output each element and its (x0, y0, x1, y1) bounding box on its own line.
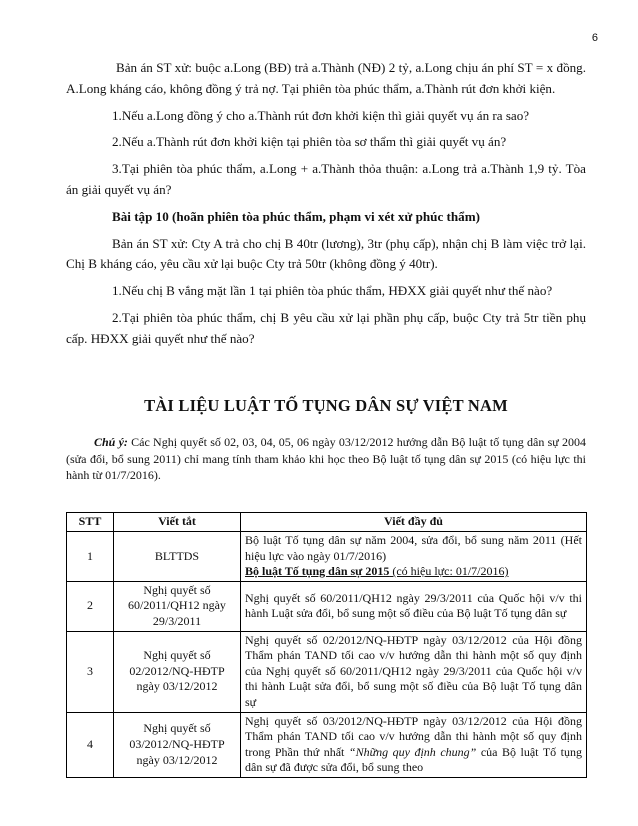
row-stt: 4 (67, 712, 114, 777)
header-stt: STT (67, 513, 114, 532)
row-full: Nghị quyết số 02/2012/NQ-HĐTP ngày 03/12/2012 của Hội đồng Thẩm phán TAND tối cao v/v hướng dẫn thi hành một số quy định của Nghị quyết số 60/2011/QH12 ngày 29/3/2011 của Quốc hội v/v thi hành Luật sửa đổi, bổ sung một số điều của Bộ luật Tố tụng dân sự (241, 631, 587, 712)
row-short: Nghị quyết số 03/2012/NQ-HĐTP ngày 03/12/2012 (114, 712, 241, 777)
note-block (66, 434, 586, 484)
row-stt: 2 (67, 581, 114, 631)
header-short: Viết tắt (114, 513, 241, 532)
row-full-bold: Bộ luật Tố tụng dân sự 2015 (245, 564, 390, 579)
table-header-row (67, 513, 587, 532)
row-full-italic: “Những quy định chung” (348, 744, 477, 759)
abbreviation-table (66, 512, 587, 778)
row-full (241, 532, 587, 582)
row-full-effective: (có hiệu lực: 01/7/2016) (389, 564, 509, 579)
question-2: 2.Nếu a.Thành rút đơn khởi kiện tại phiên tòa sơ thẩm thì giải quyết vụ án? (112, 134, 507, 150)
question-1: 1.Nếu a.Long đồng ý cho a.Thành rút đơn khởi kiện thì giải quyết vụ án ra sao? (112, 107, 530, 123)
table-row (67, 581, 587, 631)
row-short: Nghị quyết số 02/2012/NQ-HĐTP ngày 03/12/2012 (114, 631, 241, 712)
section-title: TÀI LIỆU LUẬT TỐ TỤNG DÂN SỰ VIỆT NAM (144, 396, 508, 415)
page-number: 6 (591, 32, 598, 44)
exercise-10-question-1: 1.Nếu chị B vắng mặt lần 1 tại phiên tòa phúc thẩm, HĐXX giải quyết như thế nào? (112, 283, 553, 299)
row-stt: 3 (67, 631, 114, 712)
row-full-tail: của Bộ luật Tố tụng dân sự đã được sửa đổi, bổ sung theo (245, 744, 582, 775)
note-label: Chú ý: (94, 435, 128, 449)
row-full (241, 712, 587, 777)
case-facts-paragraph: Bản án ST xử: buộc a.Long (BĐ) trả a.Thành (NĐ) 2 tỷ, a.Long chịu án phí ST = x đồng. A.Long kháng cáo, không đồng ý trả nợ. Tại phiên tòa phúc thẩm, a.Thành rút đơn khởi kiện. (66, 60, 586, 96)
row-short: Nghị quyết số 60/2011/QH12 ngày 29/3/2011 (114, 581, 241, 631)
table-row (67, 532, 587, 582)
table-row (67, 712, 587, 777)
exercise-10-title: Bài tập 10 (hoãn phiên tòa phúc thẩm, phạm vi xét xử phúc thẩm) (112, 208, 480, 224)
row-short: BLTTDS (114, 532, 241, 582)
row-stt: 1 (67, 532, 114, 582)
exercise-10-facts: Bản án ST xử: Cty A trả cho chị B 40tr (lương), 3tr (phụ cấp), nhận chị B làm việc trở lại. Chị B kháng cáo, yêu cầu xử lại buộc Cty trả 50tr (không đồng ý 40tr). (66, 235, 586, 272)
exercise-section (66, 58, 586, 356)
table-row (67, 631, 587, 712)
exercise-10-question-2: 2.Tại phiên tòa phúc thẩm, chị B yêu cầu xử lại phần phụ cấp, buộc Cty trả 5tr tiền phụ cấp. HĐXX giải quyết như thế nào? (66, 309, 586, 346)
row-full-text: Nghị quyết số 03/2012/NQ-HĐTP ngày 03/12/2012 của Hội đồng Thẩm phán TAND tối cao v/v hướng dẫn thi hành một số quy định trong Phần thứ nhất (245, 713, 582, 759)
row-full-text: Bộ luật Tố tụng dân sự năm 2004, sửa đổi, bổ sung năm 2011 (Hết hiệu lực vào ngày 01/7/2016) (245, 533, 582, 563)
question-3: 3.Tại phiên tòa phúc thẩm, a.Long + a.Thành thỏa thuận: a.Long trả a.Thành 1,9 tỷ. Tòa án giải quyết vụ án? (66, 161, 586, 197)
row-full: Nghị quyết số 60/2011/QH12 ngày 29/3/2011 của Quốc hội v/v thi hành Luật sửa đổi, bổ sung một số điều của Bộ luật Tố tụng dân sự (241, 581, 587, 631)
header-full: Viết đầy đủ (241, 513, 587, 532)
note-text: Các Nghị quyết số 02, 03, 04, 05, 06 ngày 03/12/2012 hướng dẫn Bộ luật tố tụng dân sự 2004 (sửa đổi, bổ sung 2011) chỉ mang tính tham khảo khi học theo Bộ luật tố tụng dân sự 2015 (có hiệu lực thi hành từ 01/7/2016). (66, 435, 586, 483)
